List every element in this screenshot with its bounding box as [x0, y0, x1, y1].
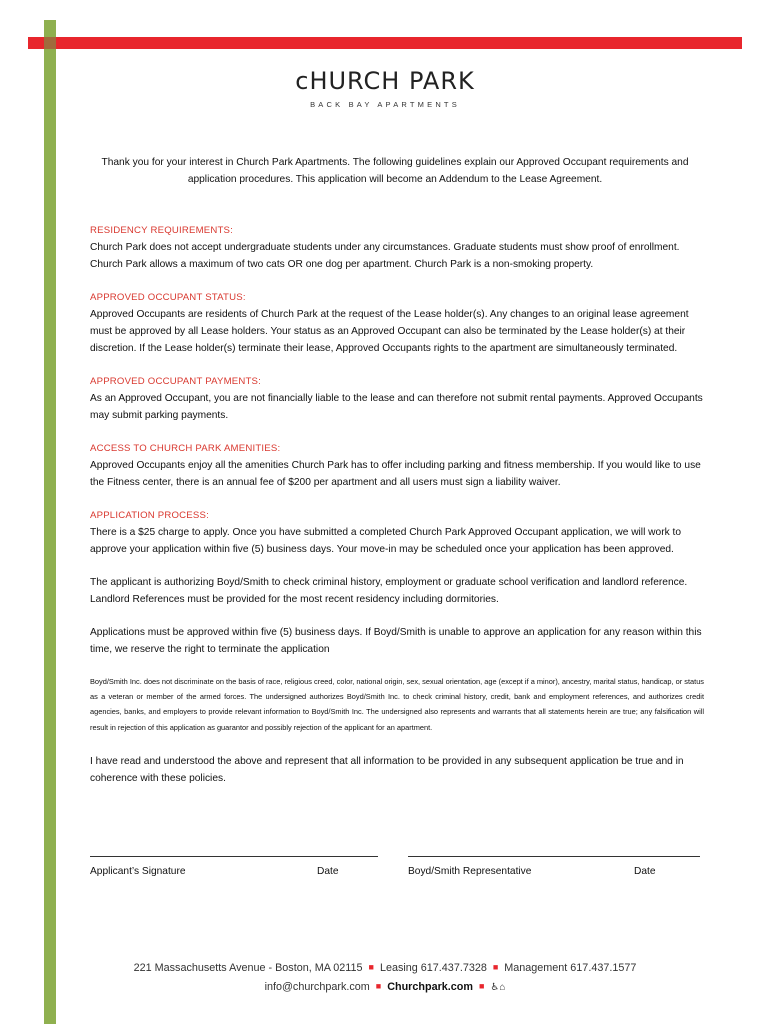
- section-title: ACCESS TO CHURCH PARK AMENITIES:: [90, 443, 281, 454]
- section-body: Approved Occupants enjoy all the amenities Church Park has to offer including parking and fitness membership. If you would like to use the Fitness center, there is an annual fee of $200 per apartment and all users must sign a liability waiver.: [90, 460, 701, 488]
- section-occupant-status: [90, 289, 704, 357]
- applicant-signature-label: Applicant’s Signature: [90, 866, 186, 877]
- footer-web-line: [0, 981, 770, 993]
- disclaimer-text: Boyd/Smith Inc. does not discriminate on the basis of race, religious creed, color, national origin, sex, sexual orientation, age (except if a minor), ancestry, marital status, handicap, or status as a veteran or member of the armed forces. The undersigned authorizes Boyd/Smith Inc. to check criminal history, credit, bank and employment references, and authorizes credit agencies, banks, and employers to provide relevant information to Boyd/Smith Inc. The undersigned also represents and warrants that all statements herein are true; any falsification will result in rejection of this application as guarantor and possibly rejection of the applicant for an apartment.: [90, 677, 704, 732]
- logo-tagline: BACK BAY APARTMENTS: [310, 100, 460, 109]
- approval-paragraph: Applications must be approved within five (5) business days. If Boyd/Smith is unable to approve an application for any reason within this time, we reserve the right to terminate the application: [90, 627, 702, 655]
- document-body: [90, 222, 704, 787]
- footer-website[interactable]: Churchpark.com: [387, 981, 473, 993]
- logo-name: cHURCH PARK: [295, 67, 475, 95]
- separator-dot: ■: [478, 981, 485, 991]
- representative-signature-line[interactable]: [408, 856, 700, 857]
- footer-contact-line: [0, 962, 770, 974]
- section-title: APPROVED OCCUPANT PAYMENTS:: [90, 376, 262, 387]
- footer-leasing-phone: Leasing 617.437.7328: [379, 962, 487, 974]
- footer-address: 221 Massachusetts Avenue - Boston, MA 02115: [133, 962, 363, 974]
- separator-dot: ■: [368, 962, 374, 972]
- logo: [290, 68, 480, 109]
- section-application-process: [90, 507, 704, 558]
- section-amenities: [90, 440, 704, 491]
- separator-dot: ■: [375, 981, 382, 991]
- section-occupant-payments: [90, 373, 704, 424]
- applicant-signature-line[interactable]: [90, 856, 378, 857]
- section-title: APPROVED OCCUPANT STATUS:: [90, 292, 246, 303]
- section-title: APPLICATION PROCESS:: [90, 510, 209, 521]
- accessibility-housing-icon: ♿︎⌂: [490, 982, 506, 993]
- section-body: Church Park does not accept undergraduate students under any circumstances. Graduate students must show proof of enrollment. Church Park allows a maximum of two cats OR one dog per apartment. Church Park is a non-smoking property.: [90, 242, 680, 270]
- acknowledgement-text: I have read and understood the above and represent that all information to be provided in any subsequent application be true and in coherence with these policies.: [90, 755, 684, 784]
- section-title: RESIDENCY REQUIREMENTS:: [90, 225, 234, 236]
- footer-email[interactable]: info@churchpark.com: [264, 981, 370, 993]
- section-body: Approved Occupants are residents of Church Park at the request of the Lease holder(s). Any changes to an original lease agreement must be approved by all Lease holders. Your status as an Approved Occupant can also be terminated by the Lease holder(s) at their discretion. If the Lease holder(s) terminate their lease, Approved Occupants rights to the apartment are simultaneously terminated.: [90, 309, 689, 354]
- header-red-bar: [28, 37, 742, 49]
- intro-text: Thank you for your interest in Church Park Apartments. The following guidelines explain our Approved Occupant requirements and application procedures. This application will become an Addendum to the Lease Agreement.: [101, 157, 689, 185]
- separator-dot: ■: [492, 962, 499, 972]
- bar-intersection: [44, 37, 56, 49]
- section-body: There is a $25 charge to apply. Once you have submitted a completed Church Park Approved Occupant application, we will work to approve your application within five (5) business days. Your move-in may be scheduled once your application has been approved.: [90, 527, 682, 555]
- representative-date-label: Date: [634, 866, 656, 877]
- representative-label: Boyd/Smith Representative: [408, 866, 532, 877]
- section-residency: [90, 222, 704, 273]
- applicant-date-label: Date: [317, 866, 339, 877]
- footer-management-phone: Management 617.437.1577: [504, 962, 637, 974]
- authorization-paragraph: The applicant is authorizing Boyd/Smith to check criminal history, employment or graduate school verification and landlord reference. Landlord References must be provided for the most recent residency including dormitories.: [90, 577, 688, 605]
- section-body: As an Approved Occupant, you are not financially liable to the lease and can therefore not submit rental payments. Approved Occupants may submit parking payments.: [90, 393, 703, 421]
- left-green-bar: [44, 20, 56, 1024]
